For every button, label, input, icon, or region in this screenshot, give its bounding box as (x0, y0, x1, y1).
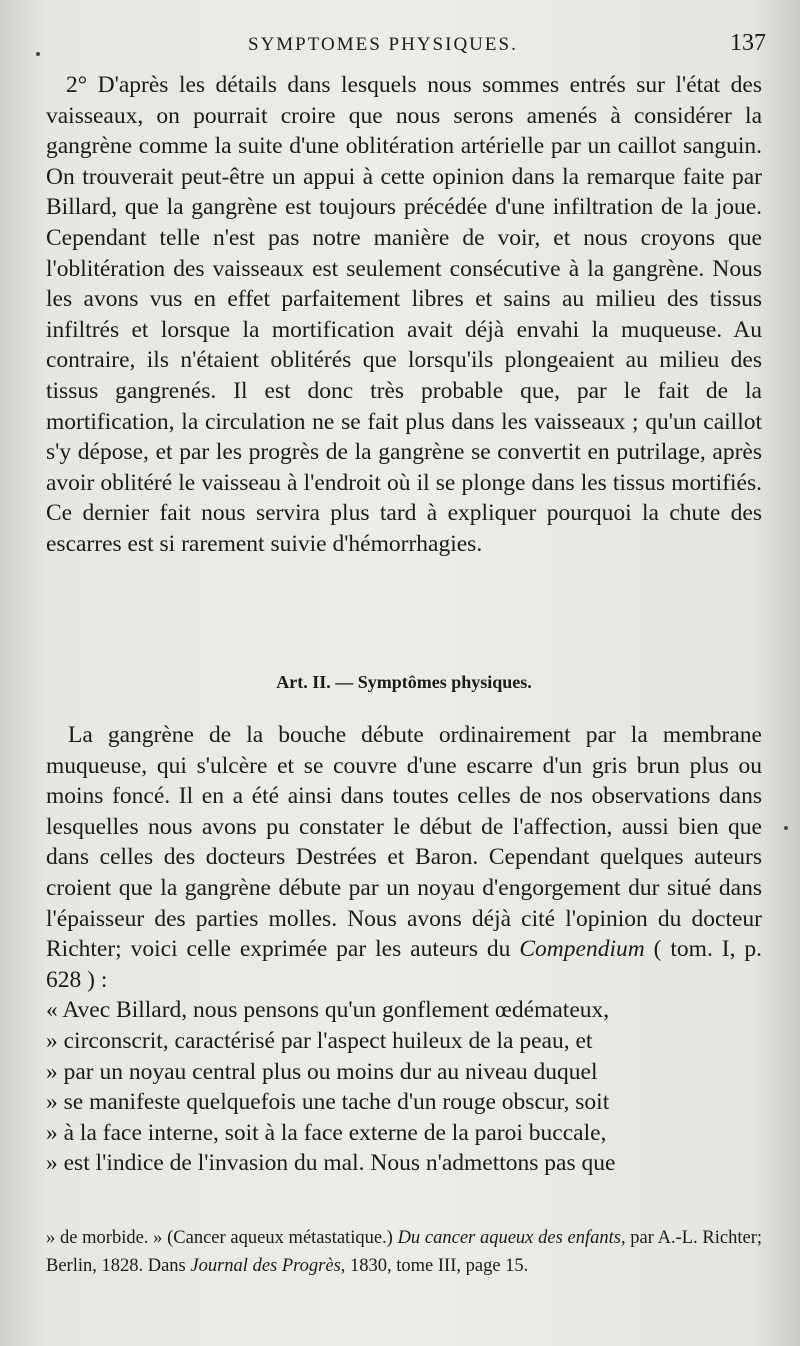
quote-line: » est l'indice de l'invasion du mal. Nous n'admettons pas que (46, 1150, 616, 1177)
footnote-work-title: Du cancer aqueux des enfants (397, 1228, 621, 1248)
ink-speck (784, 826, 788, 830)
ink-speck (36, 52, 40, 56)
footnote-journal-title: Journal des Progrès (190, 1256, 341, 1276)
compendium-reference: ( tom. I, p. 628 ) : (46, 936, 763, 993)
running-head: SYMPTOMES PHYSIQUES. (248, 34, 518, 55)
page-number: 137 (730, 30, 766, 56)
compendium-title: Compendium (519, 936, 645, 963)
quote-line: » par un noyau central plus ou moins dur au niveau duquel (46, 1058, 598, 1085)
paragraph-symptoms (46, 720, 762, 1179)
footnote (46, 1224, 762, 1280)
footnote-text-2: , par A.-L. Richter; Berlin, 1828. Dans (46, 1228, 763, 1276)
section-heading: Art. II. — Symptômes physiques. (276, 672, 532, 692)
quotation-block (46, 995, 762, 1179)
quote-line: » se manifeste quelquefois une tache d'un rouge obscur, soit (46, 1089, 610, 1116)
footnote-text-1: » de morbide. » (Cancer aqueux métastatique.) (46, 1228, 398, 1248)
quote-line: » circonscrit, caractérisé par l'aspect huileux de la peau, et (46, 1027, 593, 1054)
footnote-text-3: , 1830, tome III, page 15. (340, 1256, 529, 1276)
page-header (48, 30, 770, 66)
paragraph-2-intro: La gangrène de la bouche débute ordinairement par la membrane muqueuse, qui s'ulcère et se couvre d'une escarre d'un gris brun plus ou moins foncé. Il en a été ainsi dans toutes celles de nos observations dans lesquelles nous avons pu constater le début de l'affection, aussi bien que dans celles des docteurs Destrées et Baron. Cependant quelques auteurs croient que la gangrène débute par un noyau d'engorgement dur situé dans l'épaisseur des parties molles. Nous avons déjà cité l'opinion du docteur Richter; voici celle exprimée par les auteurs du (46, 722, 762, 963)
quote-line: « Avec Billard, nous pensons qu'un gonflement œdémateux, (46, 997, 610, 1024)
quote-line: » à la face interne, soit à la face externe de la paroi buccale, (46, 1119, 607, 1146)
paragraph-obliteration (46, 70, 762, 560)
paragraph-2-text (46, 720, 762, 995)
paragraph-1-text: 2° D'après les détails dans lesquels nous sommes entrés sur l'état des vaisseaux, on pourrait croire que nous serons amenés à considérer la gangrène comme la suite d'une oblitération artérielle par un caillot sanguin. On trouverait peut-être un appui à cette opinion dans la remarque faite par Billard, que la gangrène est toujours précédée d'une infiltration de la joue. Cependant telle n'est pas notre manière de voir, et nous croyons que l'oblitération des vaisseaux est seulement consécutive à la gangrène. Nous les avons vus en effet parfaitement libres et sains au milieu des tissus infiltrés et lorsque la mortification avait déjà envahi la muqueuse. Au contraire, ils n'étaient oblitérés que lorsqu'ils plongeaient au milieu des tissus gangrenés. Il est donc très probable que, par le fait de la mortification, la circulation ne se fait plus dans les vaisseaux ; qu'un caillot s'y dépose, et par les progrès de la gangrène se convertit en putrilage, après avoir oblitéré le vaisseau à l'endroit où il se plonge dans les tissus mortifiés. Ce dernier fait nous servira plus tard à expliquer pourquoi la chute des escarres est si rarement suivie d'hémorrhagies. (46, 72, 762, 557)
